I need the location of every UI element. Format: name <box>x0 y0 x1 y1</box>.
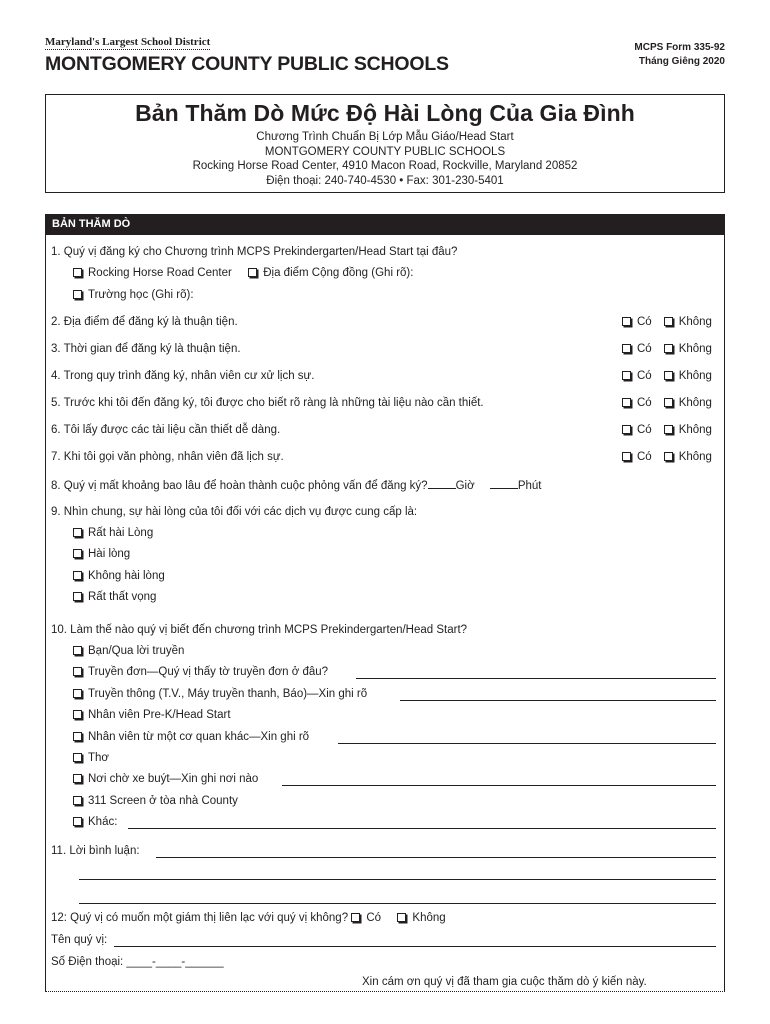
q1-rocking-horse-checkbox[interactable] <box>73 268 82 277</box>
q10-prek-staff-checkbox[interactable] <box>73 710 82 719</box>
no-label: Không <box>678 424 712 436</box>
question-9: 9. Nhìn chung, sự hài lòng của tôi đối với các dịch vụ được cung cấp là: <box>51 506 418 518</box>
q6-yes-no <box>622 424 712 436</box>
district-tagline: Maryland's Largest School District <box>45 36 211 48</box>
q10-option-label: Bạn/Qua lời truyền <box>88 645 185 657</box>
q10-other-field[interactable] <box>128 828 716 829</box>
question-4: 4. Trong quy trình đăng ký, nhân viên cư xử lịch sự. <box>51 370 315 382</box>
q12-yes-checkbox[interactable] <box>351 913 360 922</box>
yes-label: Có <box>366 912 382 924</box>
q8-hours-label: Giờ <box>455 480 475 492</box>
q8-minutes-label: Phút <box>517 480 542 492</box>
comments-field-line-3[interactable] <box>79 903 716 904</box>
tagline-divider <box>45 49 210 50</box>
q1-rocking-horse-label: Rocking Horse Road Center <box>88 267 232 279</box>
q7-yes-no <box>622 451 712 463</box>
q10-agency-field[interactable] <box>338 743 716 744</box>
no-label: Không <box>678 370 712 382</box>
q10-flyer-checkbox[interactable] <box>73 667 82 676</box>
q4-yes-checkbox[interactable] <box>622 371 631 380</box>
q10-option <box>73 752 109 764</box>
q1-school-row <box>73 289 194 301</box>
address-line: Rocking Horse Road Center, 4910 Macon Road, Rockville, Maryland 20852 <box>192 160 578 172</box>
question-8 <box>51 479 542 492</box>
form-title: Bản Thăm Dò Mức Độ Hài Lòng Của Gia Đình <box>135 100 635 126</box>
section-header: BẢN THĂM DÒ <box>45 214 725 235</box>
q10-bus-stop-checkbox[interactable] <box>73 774 82 783</box>
q10-option-label: Truyền đơn—Quý vị thấy tờ truyền đơn ở đâu? <box>88 666 329 678</box>
question-7: 7. Khi tôi gọi văn phòng, nhân viên đã lịch sự. <box>51 451 284 463</box>
q10-option-label: Thơ <box>88 752 109 764</box>
form-info <box>634 41 725 69</box>
q2-yes-checkbox[interactable] <box>622 317 631 326</box>
no-label: Không <box>678 451 712 463</box>
q5-no-checkbox[interactable] <box>664 398 673 407</box>
phone-fax-line: Điện thoại: 240-740-4530 • Fax: 301-230-5401 <box>266 174 504 187</box>
q10-option-label: Nơi chờ xe buýt—Xin ghi nơi nào <box>88 773 259 785</box>
q10-bus-stop-field[interactable] <box>282 785 716 786</box>
q3-yes-no <box>622 343 712 355</box>
q5-yes-checkbox[interactable] <box>622 398 631 407</box>
q10-media-field[interactable] <box>400 700 716 701</box>
q3-yes-checkbox[interactable] <box>622 344 631 353</box>
q10-flyer-field[interactable] <box>356 678 716 679</box>
yes-label: Có <box>637 343 652 355</box>
yes-label: Có <box>637 316 652 328</box>
question-5: 5. Trước khi tôi đến đăng ký, tôi được cho biết rõ ràng là những tài liệu nào cần thiết. <box>51 397 484 409</box>
program-name: Chương Trình Chuẩn Bị Lớp Mẫu Giáo/Head Start <box>256 131 514 143</box>
q9-satisfied-checkbox[interactable] <box>73 549 82 558</box>
q10-other-agency-checkbox[interactable] <box>73 732 82 741</box>
q1-school-checkbox[interactable] <box>73 290 82 299</box>
page-header <box>45 36 725 84</box>
q10-mail-checkbox[interactable] <box>73 753 82 762</box>
no-label: Không <box>412 912 446 924</box>
q7-yes-checkbox[interactable] <box>622 452 631 461</box>
q6-no-checkbox[interactable] <box>664 425 673 434</box>
yes-label: Có <box>637 424 652 436</box>
question-6: 6. Tôi lấy được các tài liệu cần thiết dễ dàng. <box>51 424 281 436</box>
q4-no-checkbox[interactable] <box>664 371 673 380</box>
q9-option <box>73 591 156 603</box>
yes-label: Có <box>637 397 652 409</box>
q10-option-label: Nhân viên từ một cơ quan khác—Xin ghi rõ <box>88 731 310 743</box>
q9-very-satisfied-checkbox[interactable] <box>73 528 82 537</box>
district-name: MONTGOMERY COUNTY PUBLIC SCHOOLS <box>45 53 449 75</box>
question-2: 2. Địa điểm để đăng ký là thuận tiện. <box>51 316 238 328</box>
q10-option-label: Truyền thông (T.V., Máy truyền thanh, Báo)—Xin ghi rõ <box>88 688 368 700</box>
q9-option <box>73 570 165 582</box>
title-box <box>45 94 725 193</box>
comments-field-line-1[interactable] <box>156 857 716 858</box>
phone-field[interactable]: Số Điện thoại: ____-____-______ <box>51 956 224 968</box>
comments-field-line-2[interactable] <box>79 879 716 880</box>
q10-311-screen-checkbox[interactable] <box>73 796 82 805</box>
q9-option-label: Rất thất vọng <box>88 591 157 603</box>
q10-media-checkbox[interactable] <box>73 689 82 698</box>
q1-school-label: Trường học (Ghi rõ): <box>88 289 194 301</box>
q10-option-label: 311 Screen ở tòa nhà County <box>88 795 238 807</box>
q9-option <box>73 527 153 539</box>
q10-option-label: Nhân viên Pre-K/Head Start <box>88 709 231 721</box>
yes-label: Có <box>637 370 652 382</box>
q10-option <box>73 816 117 828</box>
no-label: Không <box>678 316 712 328</box>
q10-option <box>73 773 258 785</box>
q12-text: 12: Quý vị có muốn một giám thị liên lạc với quý vị không? <box>51 912 349 924</box>
q9-option <box>73 548 130 560</box>
no-label: Không <box>678 397 712 409</box>
q10-option <box>73 666 328 678</box>
q12-no-checkbox[interactable] <box>397 913 406 922</box>
q9-unsatisfied-checkbox[interactable] <box>73 571 82 580</box>
q8-hours-field[interactable] <box>428 479 456 489</box>
question-12 <box>51 912 446 924</box>
q2-yes-no <box>622 316 712 328</box>
form-number: MCPS Form 335-92 <box>634 42 725 53</box>
q2-no-checkbox[interactable] <box>664 317 673 326</box>
q10-option <box>73 688 367 700</box>
q9-option-label: Rất hài Lòng <box>88 527 154 539</box>
q10-option-label: Khác: <box>88 816 118 828</box>
form-date: Tháng Giêng 2020 <box>638 56 725 67</box>
q1-community-label: Địa điểm Cộng đồng (Ghi rõ): <box>263 267 414 279</box>
q10-option <box>73 795 238 807</box>
yes-label: Có <box>637 451 652 463</box>
q10-option <box>73 731 309 743</box>
thank-you-note: Xin cám ơn quý vị đã tham gia cuộc thăm dò ý kiến này. <box>362 976 647 988</box>
q8-text: 8. Quý vị mất khoảng bao lâu để hoàn thành cuộc phỏng vấn để đăng ký? <box>51 480 428 492</box>
question-11: 11. Lời bình luận: <box>51 845 140 857</box>
q9-option-label: Hài lòng <box>88 548 131 560</box>
org-line: MONTGOMERY COUNTY PUBLIC SCHOOLS <box>264 145 506 158</box>
q8-minutes-field[interactable] <box>490 479 518 489</box>
question-10: 10. Làm thế nào quý vị biết đến chương trình MCPS Prekindergarten/Head Start? <box>51 624 468 636</box>
q3-no-checkbox[interactable] <box>664 344 673 353</box>
q5-yes-no <box>622 397 712 409</box>
q7-no-checkbox[interactable] <box>664 452 673 461</box>
name-field[interactable] <box>114 946 716 947</box>
q9-option-label: Không hài lòng <box>88 570 165 582</box>
no-label: Không <box>678 343 712 355</box>
name-label: Tên quý vị: <box>51 934 108 946</box>
q6-yes-checkbox[interactable] <box>622 425 631 434</box>
question-3: 3. Thời gian để đăng ký là thuận tiện. <box>51 343 241 355</box>
q10-word-of-mouth-checkbox[interactable] <box>73 646 82 655</box>
q10-option <box>73 709 231 721</box>
q10-other-checkbox[interactable] <box>73 817 82 826</box>
q10-option <box>73 645 184 657</box>
q9-very-disappointed-checkbox[interactable] <box>73 592 82 601</box>
q1-community-checkbox[interactable] <box>248 268 257 277</box>
q4-yes-no <box>622 370 712 382</box>
q1-options-row <box>73 267 413 279</box>
question-1: 1. Quý vị đăng ký cho Chương trình MCPS Prekindergarten/Head Start tại đâu? <box>51 246 458 258</box>
